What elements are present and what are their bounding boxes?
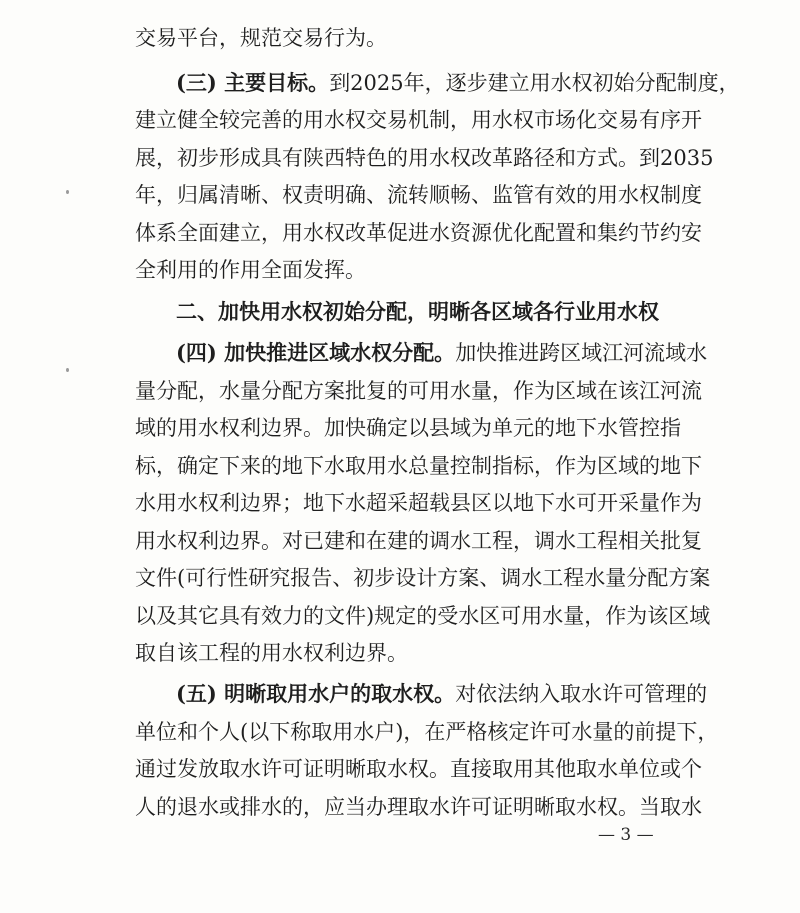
text-line: 展，初步形成具有陕西特色的用水权改革路径和方式。到2035: [135, 146, 714, 170]
text-line: 单位和个人(以下称取用水户)，在严格核定许可水量的前提下，: [135, 720, 719, 744]
section-3-heading: (三) 主要目标。: [176, 70, 330, 95]
section-3-paragraph-start: [176, 69, 740, 97]
section-3-text: 到2025年，逐步建立用水权初始分配制度，: [329, 71, 740, 95]
text-line: 全利用的作用全面发挥。: [135, 258, 366, 282]
scan-speck: [66, 190, 69, 194]
text-line: 通过发放取水许可证明晰取水权。直接取用其他取水单位或个: [135, 757, 702, 781]
text-line: 交易平台，规范交易行为。: [135, 26, 387, 50]
page-number: — 3 —: [598, 825, 654, 845]
text-line: 用水权利边界。对已建和在建的调水工程，调水工程相关批复: [135, 529, 702, 553]
section-4-text: 加快推进跨区域江河流域水: [455, 341, 708, 365]
section-5-paragraph-start: [176, 680, 708, 708]
section-5-text: 对依法纳入取水许可管理的: [455, 682, 708, 706]
scan-speck: [66, 368, 69, 372]
text-line: 域的用水权利边界。加快确定以县域为单元的地下水管控指: [135, 416, 681, 440]
text-line: 建立健全较完善的用水权交易机制，用水权市场化交易有序开: [135, 108, 702, 132]
text-line: 以及其它具有效力的文件)规定的受水区可用水量，作为该区域: [135, 604, 711, 628]
text-line: 人的退水或排水的，应当办理取水许可证明晰取水权。当取水: [135, 795, 702, 819]
text-line: 标，确定下来的地下水取用水总量控制指标，作为区域的地下: [135, 454, 702, 478]
chapter-2-title: 二、加快用水权初始分配，明晰各区域各行业用水权: [176, 300, 659, 324]
text-line: 体系全面建立，用水权改革促进水资源优化配置和集约节约安: [135, 221, 702, 245]
text-line: 水用水权利边界；地下水超采超载县区以地下水可开采量作为: [135, 491, 702, 515]
section-5-heading: (五) 明晰取用水户的取水权。: [176, 681, 456, 706]
text-line: 文件(可行性研究报告、初步设计方案、调水工程水量分配方案: [135, 566, 711, 590]
section-4-heading: (四) 加快推进区域水权分配。: [176, 340, 456, 365]
section-4-paragraph-start: [176, 339, 708, 367]
text-line: 量分配，水量分配方案批复的可用水量，作为区域在该江河流: [135, 379, 702, 403]
text-line: 取自该工程的用水权利边界。: [135, 641, 408, 665]
text-line: 年，归属清晰、权责明确、流转顺畅、监管有效的用水权制度: [135, 183, 702, 207]
